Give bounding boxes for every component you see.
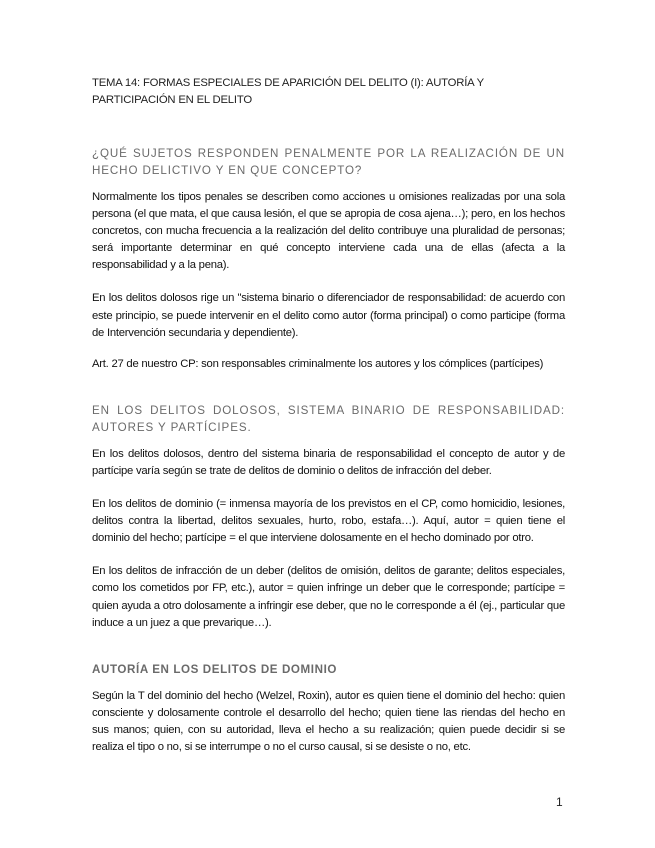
section-spacer [92,648,565,661]
section-heading-sistema-binario: EN LOS DELITOS DOLOSOS, SISTEMA BINARIO DE RESPONSABILIDAD: AUTORES Y PARTÍCIPES. [92,403,565,434]
paragraph: En los delitos dolosos, dentro del sistema binaria de responsabilidad el concepto de autor y de partícipe varía según se trate de delitos de dominio o delitos de infracción del deber. [92,447,565,477]
paragraph: En los delitos de infracción de un deber (delitos de omisión, delitos de garante; delitos especiales, como los cometidos por FP, etc.), autor = quien infringe un deber que le corresponde; partícipe = quien ayuda a otro dolosamente a infringir ese deber, que no le corresponde a él (ej., particular que induce a un juez a que prevarique…). [92,565,565,629]
document-title: TEMA 14: FORMAS ESPECIALES DE APARICIÓN DEL DELITO (I): AUTORÍA Y PARTICIPACIÓN EN EL DELITO [92,77,484,106]
section-heading-sujetos: ¿QUÉ SUJETOS RESPONDEN PENALMENTE POR LA REALIZACIÓN DE UN HECHO DELICTIVO Y EN QUE CONCEPTO? [92,147,565,177]
paragraph: En los delitos de dominio (= inmensa mayoría de los previstos en el CP, como homicidio, lesiones, delitos contra la libertad, delitos sexuales, hurto, robo, estafa…). Aquí, autor = quien tiene el dominio del hecho; partícipe = el que interviene dolosamente en el hecho dominado por otro. [92,498,565,545]
page-number: 1 [556,795,563,809]
paragraph: En los delitos dolosos rige un "sistema binario o diferenciador de responsabilidad: de acuerdo con este principio, se puede intervenir en el delito como autor (forma principal) o como participe (forma de Intervención secundaria y dependiente). [92,292,565,339]
section-spacer [92,389,565,402]
paragraph: Según la T del dominio del hecho (Welzel, Roxin), autor es quien tiene el dominio del hecho: quien consciente y dolosamente controle el desarrollo del hecho; quien tiene las riendas del hecho en sus manos; quien, con su autoridad, lleva el hecho a su realización; quien puede decidir si se realiza el tipo o no, si se interrumpe o no el curso causal, si se desiste o no, etc. [92,689,565,753]
paragraph: Normalmente los tipos penales se describen como acciones u omisiones realizadas por una sola persona (el que mata, el que causa lesión, el que se apropia de cosa ajena…); pero, en los hechos concretos, con mucha frecuencia a la realización del delito contribuye una pluralidad de personas; será importante determinar en qué concepto interviene cada una de ellas (afecta a la responsabilidad y a la pena). [92,191,565,272]
page-content [92,75,565,772]
section-heading-autoria-dominio: AUTORÍA EN LOS DELITOS DE DOMINIO [92,662,338,676]
paragraph: Art. 27 de nuestro CP: son responsables criminalmente los autores y los cómplices (partícipes) [92,357,544,370]
